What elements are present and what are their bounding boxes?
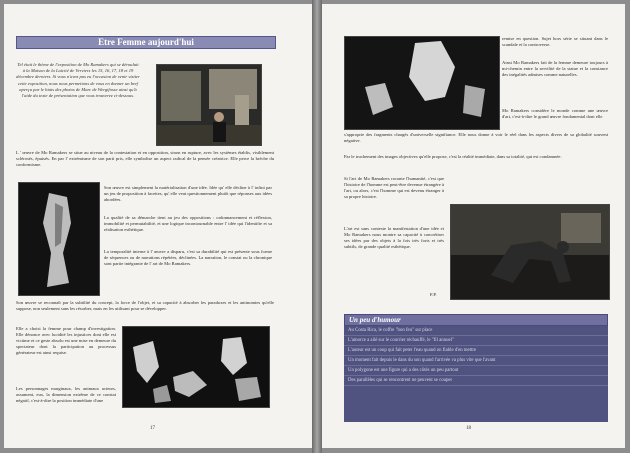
paragraph-1: L ' œuvre de Mo Ramakers se situe au niveau de la contestation et en opposition, sinon en rupture, avec les systèmes établis, visiblement sclérosés, épuisés. En par l' extrémisme de son parti pris, elle symbolise un aspect radical de la pensée créatrice. Elle perce la brèche du conformisme. [16, 150, 274, 167]
page-number-left: 17 [150, 426, 155, 431]
humour-line: Un moment fait depuis le dans du son quand l'arrivée va plus vite que l'avant [344, 356, 608, 366]
sculpture-photo [18, 182, 100, 296]
crawling-figure-photo-image [451, 205, 609, 299]
installation-photo-image [345, 37, 499, 129]
right-paragraph-2: Ainsi Mo Ramakers fait de la femme demeure toujours à mi-chemin entre la servilité de la statue et la constance des inégalités admises comme naturelles. [502, 60, 608, 77]
book-gutter [312, 0, 322, 453]
right-paragraph-3: Mo Ramakers considère le monde comme une œuvre d'art, c'est-à-dire le grand œuvre fondamental dont elle [502, 108, 608, 119]
humour-line: L'auteur est un coup qui fait peter l'eau quand on fiable d'en mettre [344, 346, 608, 356]
installation-photo [344, 36, 500, 130]
right-paragraph-4: s'approprie des fragments chargés d'universelle signifiance. Elle nous donne à voir le réel dans les aspects divers de sa globalité souvent négative. [344, 132, 608, 143]
humour-line: L'amorce a ailé sur le courrier réchauffé, le "fil annuel" [344, 336, 608, 346]
left-page [4, 4, 312, 448]
paragraph-2: Son œuvre est simplement la matérialisation d'une idée. Idée qu' elle décline à l' infini par un jeu de proposition à facettes, qu' elle veut questionnement plutôt que réponses aux idées abordées. [104, 185, 272, 202]
paragraph-4: La temporalité interne à l' œuvre a disparu, c'est sa durabilité qui est présente sous forme de séquences ou de narrations répétées, déclinées. La narration, le constat ou la chronique sont partie intégrante de l' art de Mo Ramakers. [104, 249, 272, 266]
figures-photo [122, 326, 270, 408]
figures-photo-image [123, 327, 269, 407]
page-number-right: 18 [466, 426, 471, 431]
humour-title: Un peu d'humour [344, 314, 608, 326]
exhibition-photo [156, 64, 262, 146]
paragraph-5: Son œuvre se reconnaît par la subtilité du concept, la force de l'objet, et sa capacité à absorber les paradoxes et les antinomies qu'elle suppose, non seulement sans les résorber, mais en les utilisant pour se développer. [16, 300, 274, 311]
paragraph-3: La qualité de sa démarche tient au jeu des oppositions : ordonnancement et réflexion, immobilité et permutabilité, et une logique incontournable entre l' idée qui l'identifie et sa réalisation esthétique. [104, 215, 272, 232]
humour-line: Des parallèles qui se rencontrent ne peuvent se couper [344, 376, 608, 386]
humour-box [344, 314, 608, 422]
intro-text: Tel était le thème de l'exposition de Mo Ramakers qui se déroulait à la Maison de la Laïcité de Verviers les 15, 16, 17, 18 et 19 décembre derniers. Si vous n'avez pas eu l'occasion de venir visiter cette exposition, nous nous permettons de vous en donner un bref aperçu par le biais des photos de Marc de Wergifosse ainsi qu'à l'aide du texte de présentation que vous trouverez ci-dessous. [16, 62, 140, 99]
right-paragraph-7: L'art est sans conteste la manifestation d'une idée et Mo Ramakers nous montre sa capacité à concrétiser ses idées par des objets à la fois très forts et très subtils, de grande qualité esthétique. [344, 226, 444, 249]
signature: F.P. [430, 292, 437, 297]
paragraph-6: Elle a choisi la femme pour champ d'investigation. Elle dénonce avec lucidité les injustices dont elle est victime et ce geste absolu est une mise en demeure du spectateur dont la participation au processus générateur est ainsi requise. [16, 326, 116, 355]
right-paragraph-5: Par le truchement des images objectives qu'elle propose, c'est la réalité immédiate, dans sa totalité, qui est condamnée. [344, 154, 562, 159]
humour-line: Au Costa Rica, le coffre "bon feu" sur place [344, 326, 608, 336]
sculpture-photo-image [19, 183, 99, 295]
right-paragraph-1: remise en question. Sujet hors série se situant dans le scandale et la controverse. [502, 36, 608, 47]
exhibition-photo-image [157, 65, 261, 145]
paragraph-7: Les personnages marginaux, les animaux acteurs, assument, eux, la dimension extrême de ce constat négatif, c'est-à-dire la position immédiate d'une [16, 386, 116, 403]
right-page [322, 4, 625, 448]
crawling-figure-photo [450, 204, 610, 300]
right-paragraph-6: Si l'art de Mo Ramakers raconte l'humanité, c'est que l'histoire de l'homme est peut-être devenue étrangère à l'art, ou alors, c'est l'homme qui est devenu étranger à sa propre histoire. [344, 176, 444, 199]
article-title-banner: Etre Femme aujourd'hui [16, 36, 276, 49]
humour-line: Un polygone est une figure qui a des côtés un peu partout [344, 366, 608, 376]
